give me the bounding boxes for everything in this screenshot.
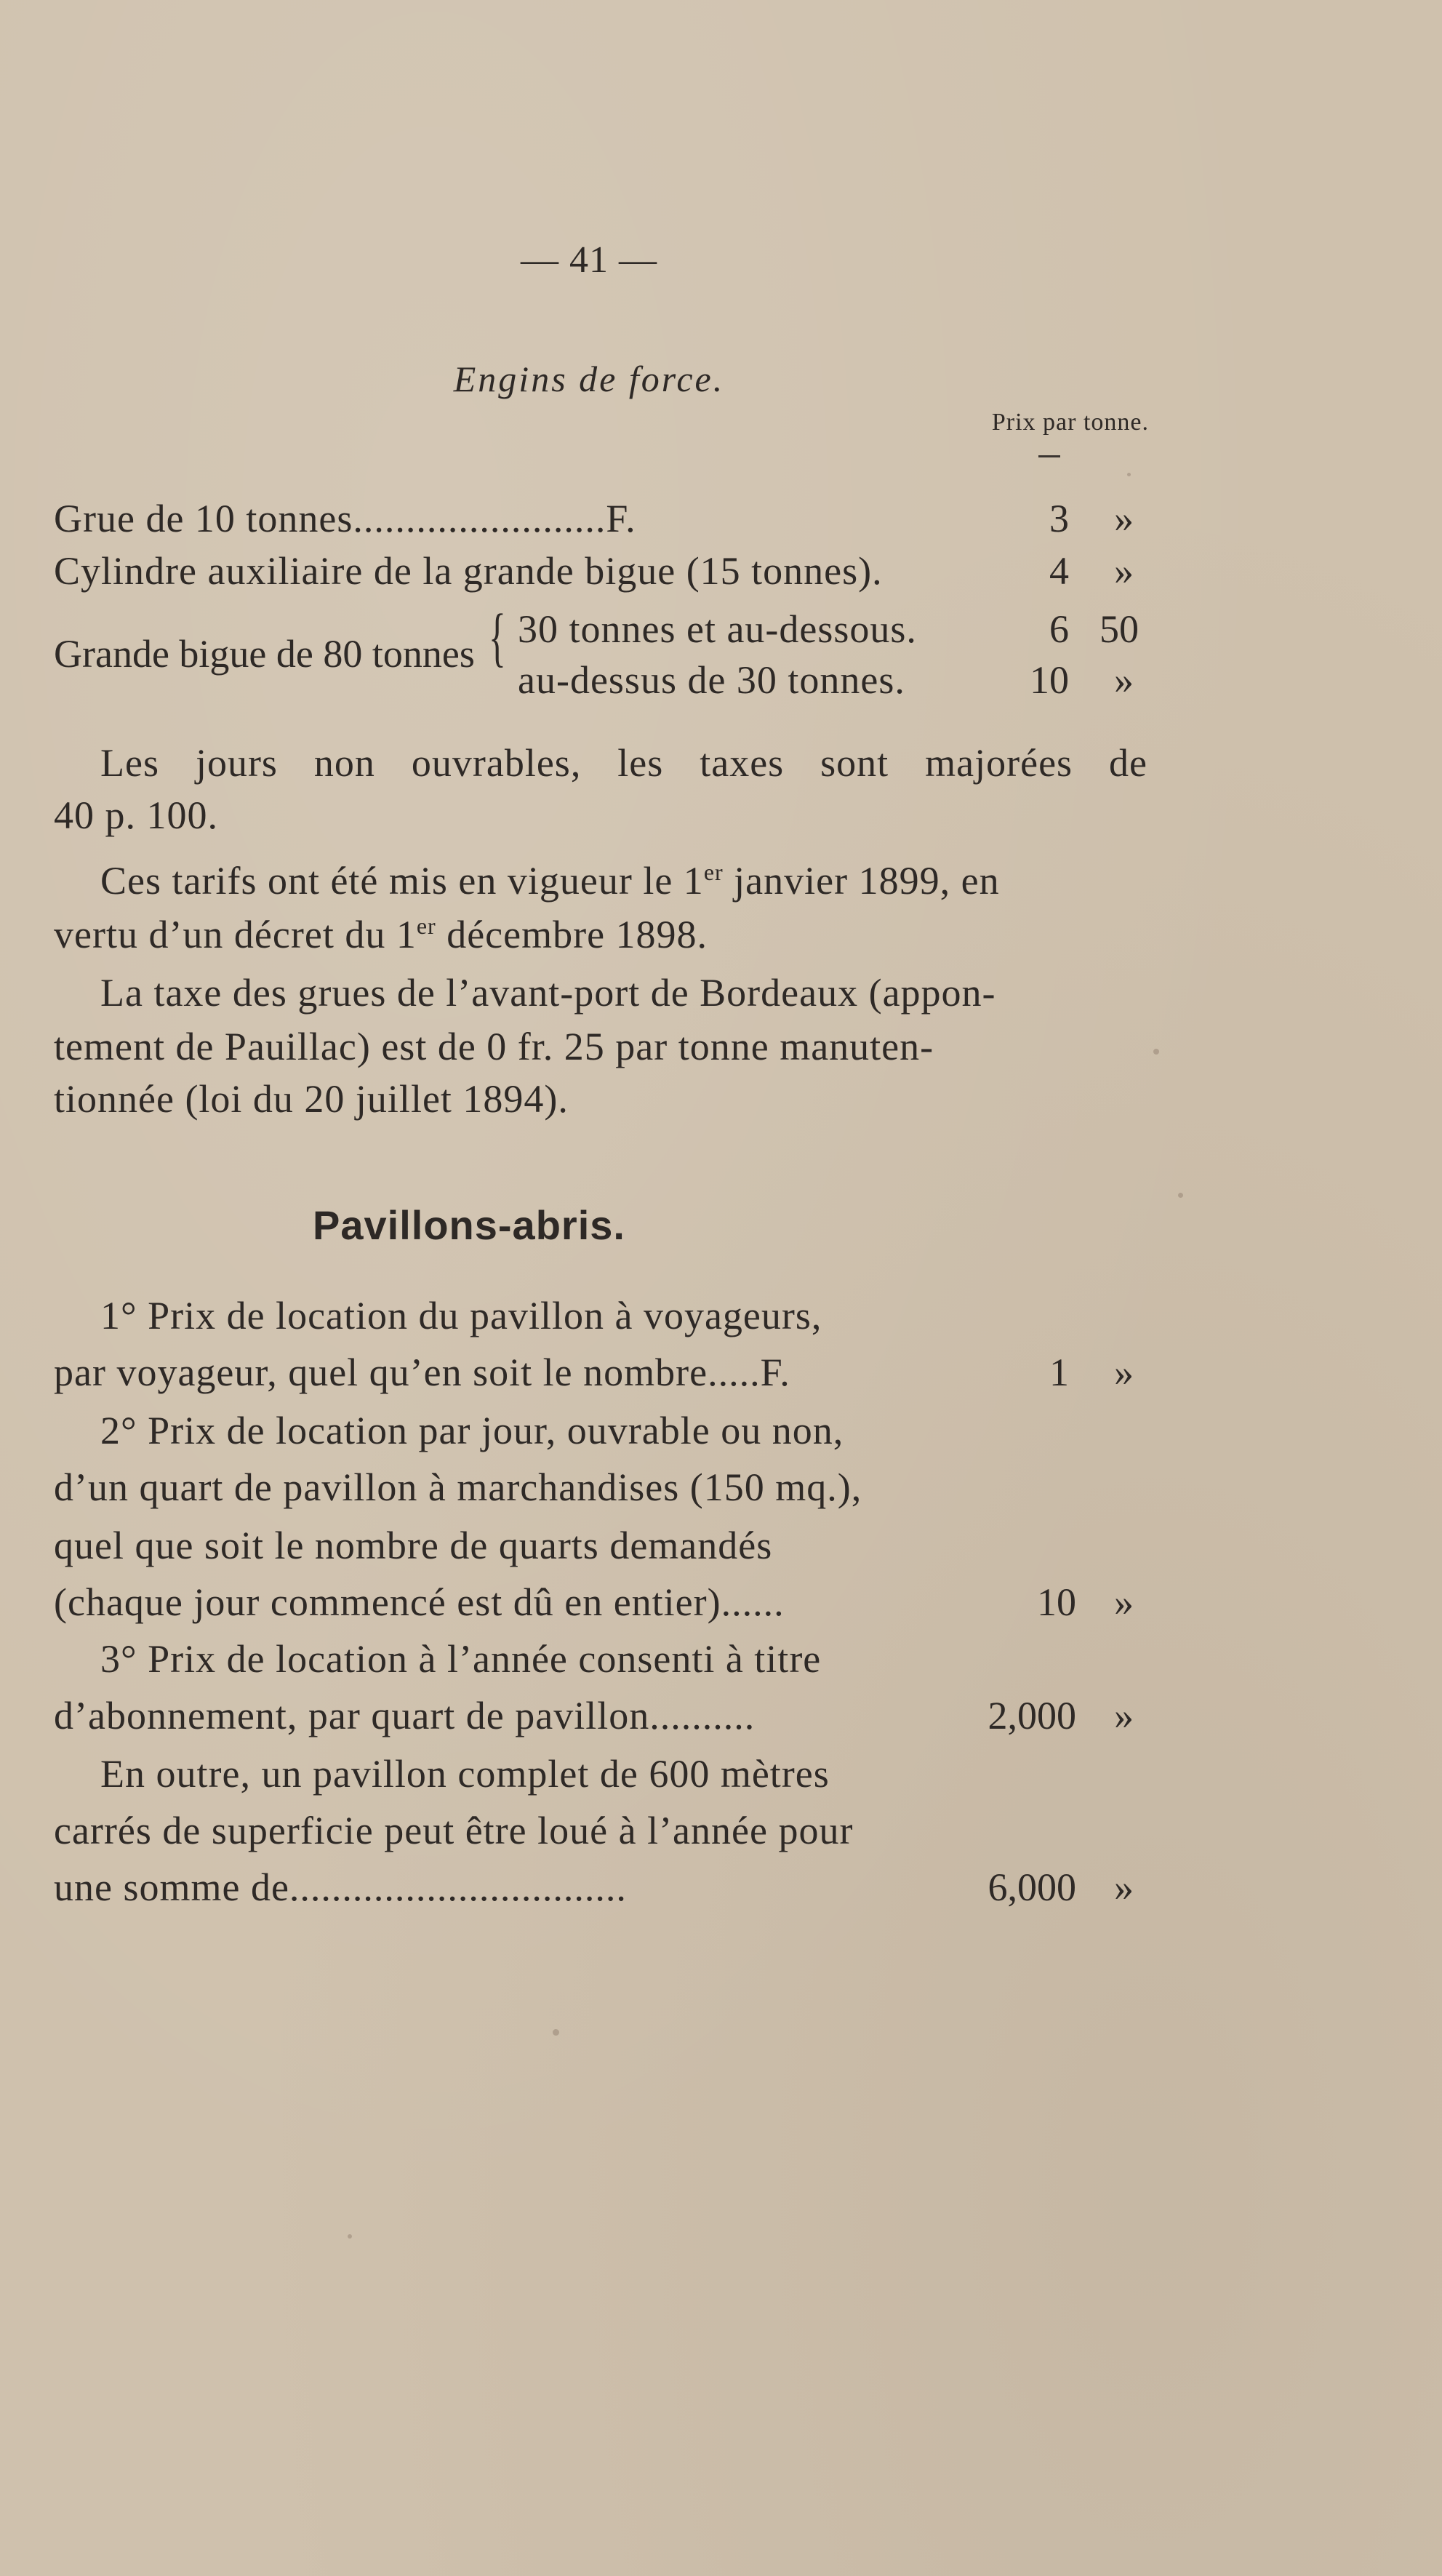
pavillon-amount: 10 [1037, 1580, 1076, 1624]
pavillon-item-line: quel que soit le nombre de quarts demandés [54, 1524, 773, 1567]
pavillon-unit: » [1114, 1580, 1134, 1624]
paragraph-line: tement de Pauillac) est de 0 fr. 25 par tonne manuten- [54, 1025, 934, 1068]
pavillon-item-line: En outre, un pavillon complet de 600 mètres [100, 1752, 830, 1796]
superscript: er [416, 913, 436, 939]
paragraph-line [54, 912, 708, 957]
paragraph-text: décembre 1898. [436, 913, 708, 956]
pavillon-item-line: une somme de................................ [54, 1865, 627, 1909]
paragraph-text: Ces tarifs ont été mis en vigueur le 1 [100, 859, 704, 903]
paragraph-line [100, 858, 1000, 903]
bigue-option-under-30: 30 tonnes et au-dessous. [518, 607, 917, 651]
paragraph-line: Les jours non ouvrables, les taxes sont majorées de [100, 741, 1147, 785]
bigue-unit-over-30: » [1114, 658, 1134, 702]
pavillon-item-line: par voyageur, quel qu’en soit le nombre.....F. [54, 1351, 790, 1394]
pavillon-amount: 6,000 [988, 1865, 1076, 1909]
bigue-option-over-30: au-dessus de 30 tonnes. [518, 658, 905, 702]
bigue-label: Grande bigue de 80 tonnes [54, 632, 475, 676]
pavillon-item-line: d’abonnement, par quart de pavillon.......... [54, 1694, 756, 1737]
paper-speck [348, 2234, 352, 2239]
rate-amount-grue: 3 [1049, 497, 1069, 540]
pavillon-amount: 1 [1049, 1351, 1069, 1394]
page-number: — 41 — [521, 239, 657, 281]
pavillon-unit: » [1114, 1865, 1134, 1909]
curly-brace: { [489, 601, 506, 673]
paper-speck [1178, 1193, 1183, 1198]
paper-speck [1127, 473, 1131, 476]
pavillon-item-line: 2° Prix de location par jour, ouvrable ou non, [100, 1409, 844, 1452]
paper-speck [553, 2029, 559, 2036]
section-title: Engins de force. [453, 359, 725, 399]
bigue-amount-under-30: 6 [1049, 607, 1069, 651]
bigue-amount-over-30: 10 [1030, 658, 1069, 702]
paragraph-line: 40 p. 100. [54, 793, 218, 837]
pavillon-amount: 2,000 [988, 1694, 1076, 1737]
price-column-header: Prix par tonne. [991, 409, 1149, 436]
pavillon-item-line: 3° Prix de location à l’année consenti à titre [100, 1637, 822, 1681]
pavillon-item-line: (chaque jour commencé est dû en entier)...... [54, 1580, 785, 1624]
paragraph-text: janvier 1899, en [723, 859, 1000, 903]
rate-label-cylindre: Cylindre auxiliaire de la grande bigue (15 tonnes). [54, 549, 883, 593]
superscript: er [703, 859, 724, 885]
rate-label-grue: Grue de 10 tonnes........................F. [54, 497, 636, 540]
pavillons-heading: Pavillons-abris. [313, 1202, 625, 1248]
pavillon-item-line: d’un quart de pavillon à marchandises (150 mq.), [54, 1465, 862, 1509]
rate-unit-cylindre: » [1114, 549, 1134, 593]
paragraph-line: tionnée (loi du 20 juillet 1894). [54, 1077, 569, 1121]
paragraph-line: La taxe des grues de l’avant-port de Bordeaux (appon- [100, 971, 996, 1015]
paper-speck [1153, 1049, 1159, 1055]
pavillon-item-line: 1° Prix de location du pavillon à voyageurs, [100, 1294, 822, 1337]
rate-unit-grue: » [1114, 497, 1134, 540]
rate-amount-cylindre: 4 [1049, 549, 1069, 593]
pavillon-unit: » [1114, 1351, 1134, 1394]
paragraph-text: vertu d’un décret du 1 [54, 913, 417, 956]
pavillon-unit: » [1114, 1694, 1134, 1737]
bigue-unit-under-30: 50 [1099, 607, 1139, 651]
pavillon-item-line: carrés de superficie peut être loué à l’année pour [54, 1809, 854, 1852]
column-header-rule [1038, 455, 1060, 457]
